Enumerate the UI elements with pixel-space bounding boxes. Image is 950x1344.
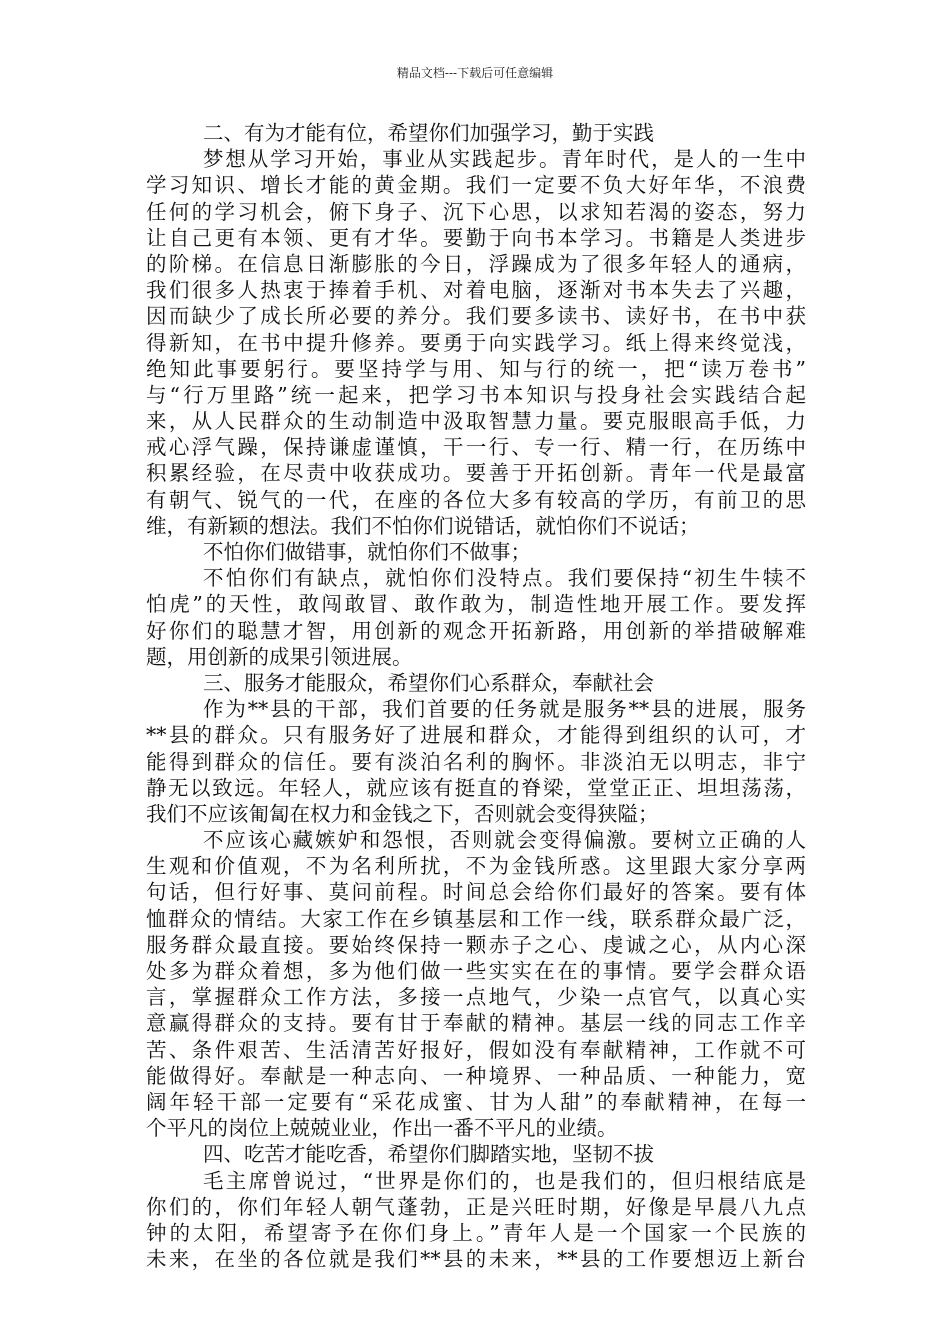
text-line: 二、有为才能有位，希望你们加强学习，勤于实践	[203, 121, 654, 145]
text-line: 恤群众的情结。大家工作在乡镇基层和工作一线，联系群众最广泛，	[146, 906, 806, 931]
text-line: 怕虎”的天性，敢闯敢冒、敢作敢为，制造性地开展工作。要发挥	[146, 592, 806, 617]
text-line: 来，从人民群众的生动制造中汲取智慧力量。要克服眼高手低，力	[146, 409, 806, 434]
text-line: 戒心浮气躁，保持谦虚谨慎，干一行、专一行、精一行，在历练中	[146, 435, 806, 460]
text-line: 个平凡的岗位上兢兢业业，作出一番不平凡的业绩。	[146, 1116, 618, 1141]
text-line: 言，掌握群众工作方法，多接一点地气，少染一点官气，以真心实	[146, 985, 806, 1010]
text-line: 我们很多人热衷于捧着手机、对着电脑，逐渐对书本失去了兴趣，	[146, 278, 806, 303]
page-header: 精品文档---下载后可任意编辑	[396, 66, 554, 80]
text-line: 任何的学习机会，俯下身子、沉下心思，以求知若渴的姿态，努力	[146, 199, 806, 224]
text-line: 钟的太阳，希望寄予在你们身上。”青年人是一个国家一个民族的	[146, 1220, 806, 1245]
text-line: 绝知此事要躬行。要坚持学与用、知与行的统一，把“读万卷书”	[146, 356, 806, 381]
text-line: 得新知，在书中提升修养。要勇于向实践学习。纸上得来终觉浅，	[146, 330, 806, 355]
text-line: 毛主席曾说过，“世界是你们的，也是我们的，但归根结底是	[203, 1168, 806, 1193]
text-line: 意赢得群众的支持。要有甘于奉献的精神。基层一线的同志工作辛	[146, 1011, 806, 1036]
text-line: 的阶梯。在信息日渐膨胀的今日，浮躁成为了很多年轻人的通病，	[146, 251, 806, 276]
text-line: 三、服务才能服众，希望你们心系群众，奉献社会	[203, 670, 654, 695]
text-line: 处多为群众着想，多为他们做一些实实在在的事情。要学会群众语	[146, 959, 806, 983]
document-body	[146, 120, 806, 1272]
text-line: 不怕你们做错事，就怕你们不做事；	[203, 540, 531, 564]
text-line: 学习知识、增长才能的黄金期。我们一定要不负大好年华，不浪费	[146, 173, 806, 198]
text-line: 四、吃苦才能吃香，希望你们脚踏实地，坚韧不拔	[203, 1142, 654, 1167]
text-line: 未来，在坐的各位就是我们**县的未来，**县的工作要想迈上新台	[146, 1247, 806, 1272]
text-line: 阔年轻干部一定要有“采花成蜜、甘为人甜”的奉献精神，在每一	[146, 1089, 806, 1114]
text-line: 能做得好。奉献是一种志向、一种境界、一种品质、一种能力，宽	[146, 1063, 806, 1088]
text-line: 题，用创新的成果引领进展。	[146, 644, 413, 669]
text-line: 能得到群众的信任。要有淡泊名利的胸怀。非淡泊无以明志，非宁	[146, 749, 806, 774]
text-line: 作为**县的干部，我们首要的任务就是服务**县的进展，服务	[203, 697, 806, 722]
text-line: 我们不应该匍匐在权力和金钱之下，否则就会变得狭隘；	[146, 801, 659, 826]
text-line: 生观和价值观，不为名利所扰，不为金钱所惑。这里跟大家分享两	[146, 854, 806, 879]
text-line: 不应该心藏嫉妒和怨恨，否则就会变得偏激。要树立正确的人	[203, 828, 806, 853]
text-line: 苦、条件艰苦、生活清苦好报好，假如没有奉献精神，工作就不可	[146, 1037, 806, 1062]
text-line: 让自己更有本领、更有才华。要勤于向书本学习。书籍是人类进步	[146, 225, 806, 250]
text-line: 积累经验，在尽责中收获成功。要善于开拓创新。青年一代是最富	[146, 461, 806, 486]
text-line: 不怕你们有缺点，就怕你们没特点。我们要保持“初生牛犊不	[203, 566, 806, 591]
text-line: 因而缺少了成长所必要的养分。我们要多读书、读好书，在书中获	[146, 304, 806, 329]
text-line: 与“行万里路”统一起来，把学习书本知识与投身社会实践结合起	[146, 382, 806, 407]
text-line: 静无以致远。年轻人，就应该有挺直的脊梁，堂堂正正、坦坦荡荡，	[146, 775, 806, 800]
text-line: 梦想从学习开始，事业从实践起步。青年时代，是人的一生中	[203, 147, 806, 172]
text-line: 维，有新颖的想法。我们不怕你们说错话，就怕你们不说话；	[146, 513, 700, 538]
text-line: 服务群众最直接。要始终保持一颗赤子之心、虔诚之心，从内心深	[146, 932, 806, 957]
text-line: 句话，但行好事、莫问前程。时间总会给你们最好的答案。要有体	[146, 880, 806, 905]
text-line: **县的群众。只有服务好了进展和群众，才能得到组织的认可，才	[146, 723, 806, 748]
text-line: 好你们的聪慧才智，用创新的观念开拓新路，用创新的举措破解难	[146, 618, 806, 643]
text-line: 你们的，你们年轻人朝气蓬勃，正是兴旺时期，好像是早晨八九点	[146, 1194, 806, 1219]
text-line: 有朝气、锐气的一代，在座的各位大多有较高的学历，有前卫的思	[146, 487, 806, 512]
